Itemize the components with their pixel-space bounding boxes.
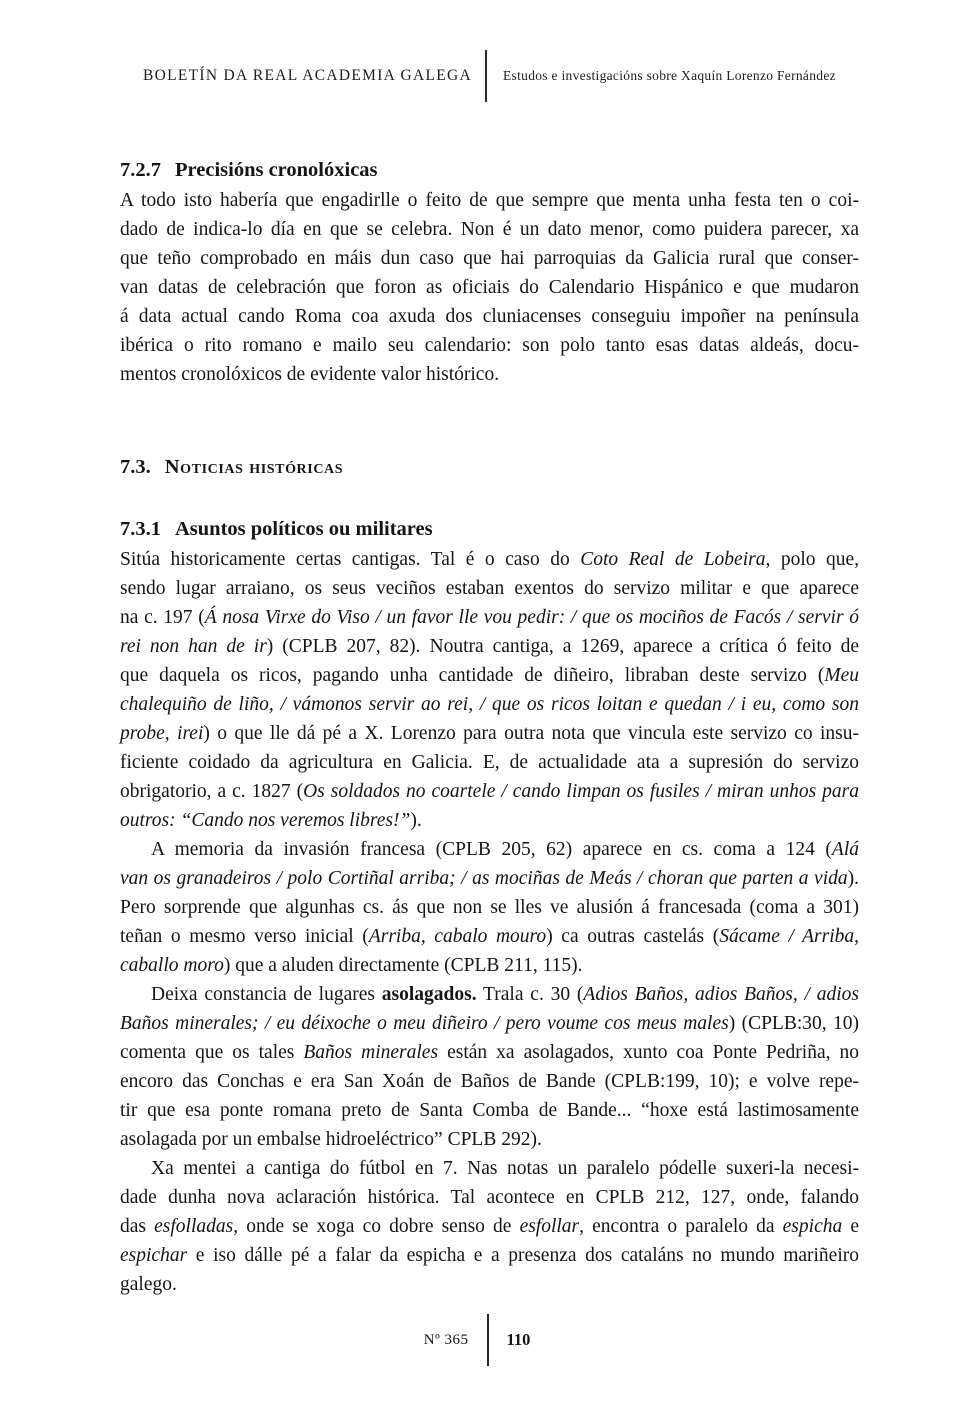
text-segment: ) o que lle dá pé a X. Lorenzo para outra nota que vincula este servizo co insu-	[203, 723, 859, 744]
text-segment: Baños minerales	[303, 1042, 439, 1063]
text-segment: e	[842, 1216, 859, 1237]
text-segment: Arriba, cabalo mouro	[368, 926, 547, 947]
text-segment: galego.	[120, 1274, 177, 1295]
text-segment: obrigatorio, a c. 1827 (	[120, 781, 304, 802]
section-number: 7.3.1	[120, 518, 161, 540]
text-segment: que teño comprobado en máis dun caso que hai parroquias da Galicia rural que conser-	[120, 248, 859, 269]
text-segment: que daquela os ricos, pagando unha cantidade de diñeiro, libraban deste servizo (	[120, 665, 825, 686]
paragraph-line	[120, 806, 859, 835]
text-segment: na c. 197 (	[120, 607, 205, 628]
text-segment: están xa asolagados, xunto coa Ponte Pedriña, no	[438, 1042, 859, 1063]
text-segment: Coto Real de Lobeira	[580, 549, 766, 570]
text-segment: A todo isto habería que engadirlle o feito de que sempre que menta unha festa ten o coi-	[120, 190, 859, 211]
text-segment: esfolladas	[154, 1216, 234, 1237]
text-segment: ibérica o rito romano e mailo seu calendario: son polo tanto esas datas aldeás, docu-	[120, 335, 859, 356]
paragraph-line	[120, 1125, 859, 1154]
section-number: 7.3.	[120, 456, 151, 478]
paragraph-line	[120, 719, 859, 748]
text-segment: van os granadeiros / polo Cortiñal arriba; / as mociñas de Meás / choran que parten a vida	[120, 868, 848, 889]
paragraph-line	[120, 360, 859, 389]
text-segment: , polo que,	[765, 549, 859, 570]
text-segment: probe, irei	[120, 723, 204, 744]
page-footer	[0, 1314, 975, 1366]
text-segment: teñan o mesmo verso inicial (	[120, 926, 369, 947]
text-segment: Meu	[824, 665, 859, 686]
text-segment: dado de indica-lo día en que se celebra. Non é un dato menor, como puidera parecer, xa	[120, 219, 859, 240]
paragraph-line	[120, 186, 859, 215]
section-title: Precisións cronolóxicas	[175, 159, 378, 181]
text-segment: sendo lugar arraiano, os seus veciños estaban exentos do servizo militar e que aparece	[120, 578, 859, 599]
paragraph-line	[120, 331, 859, 360]
section-heading-7-3	[120, 451, 859, 483]
page-header	[0, 50, 975, 102]
paragraph-line	[120, 661, 859, 690]
text-segment: espichar	[120, 1245, 188, 1266]
section-heading-7-3-1	[120, 513, 859, 545]
paragraph-line	[120, 922, 859, 951]
text-segment: ).	[847, 868, 859, 889]
paragraph	[120, 186, 859, 389]
paragraph	[120, 545, 859, 835]
text-segment: Sácame / Arriba,	[719, 926, 860, 947]
text-segment: , encontra o paralelo da	[579, 1216, 783, 1237]
text-segment: á data actual cando Roma coa axuda dos cluniacenses conseguiu impoñer na península	[120, 306, 859, 327]
text-segment: van datas de celebración que foron as oficiais do Calendario Hispánico e que mudaron	[120, 277, 859, 298]
text-segment: dade dunha nova aclaración histórica. Tal acontece en CPLB 212, 127, onde, falando	[120, 1187, 859, 1208]
paragraph-line	[120, 1270, 859, 1299]
text-segment: comenta que os tales	[120, 1042, 304, 1063]
paragraph	[120, 835, 859, 980]
paragraph-line	[120, 690, 859, 719]
paragraph-line	[120, 545, 859, 574]
paragraph-line	[120, 1212, 859, 1241]
text-segment: Pero sorprende que algunhas cs. ás que non se lles ve alusión á francesada (coma a 301)	[120, 897, 859, 918]
article-title: Estudos e investigacións sobre Xaquín Lorenzo Fernández	[503, 68, 836, 83]
paragraph-line	[120, 1241, 859, 1270]
paragraph-line	[120, 603, 859, 632]
text-segment: Á nosa Virxe do Viso / un favor lle vou pedir: / que os mociños de Facós / servir ó	[204, 607, 859, 628]
text-segment: e iso dálle pé a falar da espicha e a presenza dos cataláns no mundo mariñeiro	[187, 1245, 859, 1266]
text-segment: Deixa constancia de lugares	[151, 984, 382, 1005]
paragraph-line	[120, 777, 859, 806]
text-segment: Adios Baños, adios Baños, / adios	[583, 984, 859, 1005]
section-title: Asuntos políticos ou militares	[175, 518, 433, 540]
section-heading-7-2-7	[120, 154, 859, 186]
text-segment: esfollar	[519, 1216, 580, 1237]
paragraph-line	[120, 215, 859, 244]
text-segment: Trala c. 30 (	[476, 984, 584, 1005]
paragraph-line	[120, 574, 859, 603]
text-segment: mentos cronolóxicos de evidente valor histórico.	[120, 364, 500, 385]
paragraph-line	[120, 835, 859, 864]
section-title: Noticias históricas	[164, 456, 344, 478]
paragraph-line	[120, 632, 859, 661]
text-segment: asolagados.	[381, 984, 477, 1005]
paragraph	[120, 980, 859, 1154]
journal-title: BOLETÍN DA REAL ACADEMIA GALEGA	[142, 67, 472, 84]
text-segment: A memoria da invasión francesa (CPLB 205, 62) aparece en cs. coma a 124 (	[151, 839, 832, 860]
text-segment: Os soldados no coartele / cando limpan os fusiles / miran unhos para	[303, 781, 859, 802]
text-segment: ) (CPLB:30, 10)	[728, 1013, 860, 1034]
issue-number: Nº 365	[423, 1331, 469, 1348]
text-segment: ) ca outras castelás (	[546, 926, 720, 947]
paragraph	[120, 1154, 859, 1299]
text-segment: caballo moro	[120, 955, 224, 976]
text-segment: ).	[410, 810, 422, 831]
paragraph-line	[120, 273, 859, 302]
text-segment: outros: “Cando nos veremos libres!”	[120, 810, 411, 831]
text-segment: rei non han de ir	[120, 636, 267, 657]
text-segment: Sitúa historicamente certas cantigas. Tal é o caso do	[120, 549, 581, 570]
text-segment: ficiente coidado da agricultura en Galicia. E, de actualidade ata a supresión do servizo	[120, 752, 859, 773]
content	[120, 154, 859, 1299]
paragraph-line	[120, 1154, 859, 1183]
text-segment: ) (CPLB 207, 82). Noutra cantiga, a 1269, aparece a crítica ó feito de	[266, 636, 859, 657]
text-segment: ) que a aluden directamente (CPLB 211, 115).	[223, 955, 583, 976]
text-segment: encoro das Conchas e era San Xoán de Baños de Bande (CPLB:199, 10); e volve repe-	[120, 1071, 859, 1092]
text-segment: das	[120, 1216, 155, 1237]
paragraph-line	[120, 951, 859, 980]
text-segment: asolagada por un embalse hidroeléctrico” CPLB 292).	[120, 1129, 542, 1150]
paragraph-line	[120, 1096, 859, 1125]
section-number: 7.2.7	[120, 159, 161, 181]
page-number: 110	[506, 1330, 531, 1349]
text-segment: espicha	[782, 1216, 843, 1237]
text-segment: chalequiño de liño, / vámonos servir ao rei, / que os ricos loitan e quedan / i eu, como son	[120, 694, 859, 715]
text-segment: Baños minerales; / eu déixoche o meu diñeiro / pero voume cos meus males	[120, 1013, 729, 1034]
paragraph-line	[120, 1009, 859, 1038]
paragraph-line	[120, 864, 859, 893]
text-segment: , onde se xoga co dobre senso de	[233, 1216, 520, 1237]
paragraph-line	[120, 980, 859, 1009]
paragraph-line	[120, 302, 859, 331]
text-segment: Alá	[831, 839, 859, 860]
paragraph-line	[120, 244, 859, 273]
paragraph-line	[120, 748, 859, 777]
text-segment: tir que esa ponte romana preto de Santa Comba de Bande... “hoxe está lastimosamente	[120, 1100, 859, 1121]
text-segment: Xa mentei a cantiga do fútbol en 7. Nas notas un paralelo pódelle suxeri-la necesi-	[151, 1158, 859, 1179]
paragraph-line	[120, 1183, 859, 1212]
paragraph-line	[120, 1067, 859, 1096]
paragraph-line	[120, 893, 859, 922]
paragraph-line	[120, 1038, 859, 1067]
